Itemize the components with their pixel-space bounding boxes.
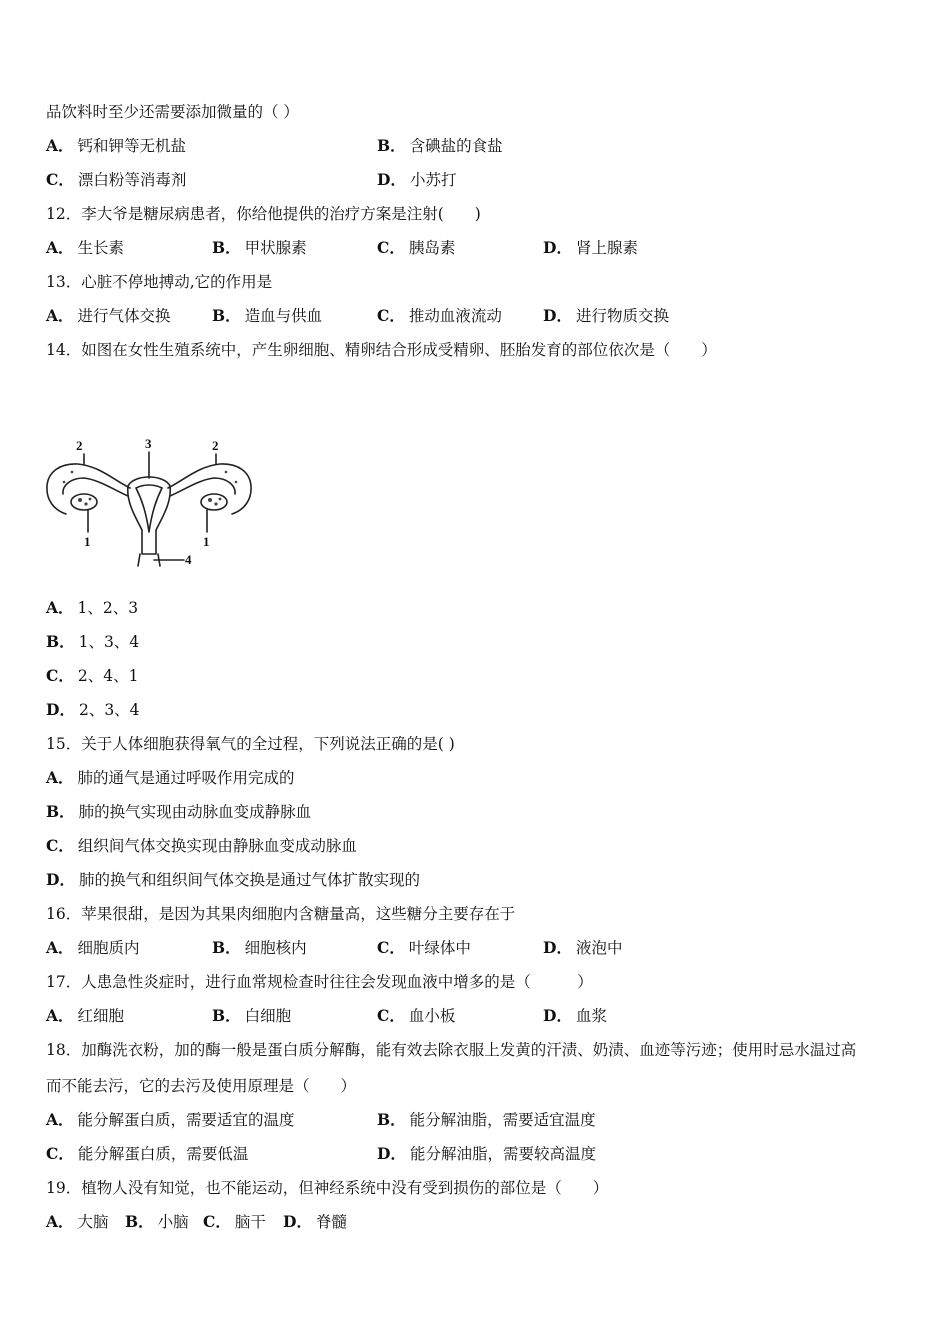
q12-stem: 12．李大爷是糖尿病患者，你给他提供的治疗方案是注射( ) [46, 205, 481, 223]
q13-option-b: B． 造血与供血 [212, 306, 323, 325]
q16-option-c: C． 叶绿体中 [377, 938, 471, 957]
q15-stem: 15．关于人体细胞获得氧气的全过程，下列说法正确的是( ) [46, 735, 455, 753]
q11-stem-tail: 品饮料时至少还需要添加微量的（ ） [46, 103, 299, 121]
q12-option-b: B． 甲状腺素 [212, 238, 307, 257]
q19-option-b: B． 小脑 [125, 1212, 189, 1231]
q15-option-b: B． 肺的换气实现由动脉血变成静脉血 [46, 802, 312, 821]
q17-option-a: A． 红细胞 [46, 1006, 125, 1025]
q18-option-b: B． 能分解油脂，需要适宜温度 [377, 1110, 596, 1129]
q13-option-a: A． 进行气体交换 [46, 306, 171, 325]
q14-option-d: D． 2、3、4 [46, 700, 140, 719]
q15-option-c: C． 组织间气体交换实现由静脉血变成动脉血 [46, 836, 357, 855]
q18-stem-line1: 18．加酶洗衣粉，加的酶一般是蛋白质分解酶，能有效去除衣服上发黄的汗渍、奶渍、血迹等污迹；使用时忌水温过高 [46, 1041, 857, 1059]
q16-option-a: A． 细胞质内 [46, 938, 140, 957]
q11-option-c: C． 漂白粉等消毒剂 [46, 170, 187, 189]
q16-option-d: D． 液泡中 [543, 938, 623, 957]
q19-option-c: C． 脑干 [203, 1212, 266, 1231]
q11-option-b: B． 含碘盐的食盐 [377, 136, 503, 155]
q15-option-d: D． 肺的换气和组织间气体交换是通过气体扩散实现的 [46, 870, 420, 889]
q19-stem: 19．植物人没有知觉，也不能运动，但神经系统中没有受到损伤的部位是（ ） [46, 1179, 609, 1197]
label-4: 4 [185, 552, 192, 567]
q14-option-c: C． 2、4、1 [46, 666, 139, 685]
label-2-right: 2 [212, 438, 219, 453]
q12-option-d: D． 肾上腺素 [543, 238, 638, 257]
q13-stem: 13．心脏不停地搏动,它的作用是 [46, 273, 273, 291]
q14-option-a: A． 1、2、3 [46, 598, 139, 617]
q11-option-a: A． 钙和钾等无机盐 [46, 136, 187, 155]
female-reproductive-system-diagram [44, 436, 254, 568]
q18-option-c: C． 能分解蛋白质，需要低温 [46, 1144, 249, 1163]
q12-option-a: A． 生长素 [46, 238, 125, 257]
q12-option-c: C． 胰岛素 [377, 238, 456, 257]
q14-stem: 14．如图在女性生殖系统中，产生卵细胞、精卵结合形成受精卵、胚胎发育的部位依次是（ ） [46, 341, 717, 359]
q11-option-d: D． 小苏打 [377, 170, 457, 189]
q18-option-d: D． 能分解油脂，需要较高温度 [377, 1144, 596, 1163]
q16-option-b: B． 细胞核内 [212, 938, 307, 957]
label-2-left: 2 [76, 438, 83, 453]
q14-option-b: B． 1、3、4 [46, 632, 140, 651]
q17-option-b: B． 白细胞 [212, 1006, 292, 1025]
q17-stem: 17．人患急性炎症时，进行血常规检查时往往会发现血液中增多的是（ ） [46, 973, 593, 991]
q18-stem-line2: 而不能去污，它的去污及使用原理是（ ） [46, 1077, 357, 1095]
q17-option-c: C． 血小板 [377, 1006, 456, 1025]
q15-option-a: A． 肺的通气是通过呼吸作用完成的 [46, 768, 295, 787]
q18-option-a: A． 能分解蛋白质，需要适宜的温度 [46, 1110, 295, 1129]
q19-option-d: D． 脊髓 [283, 1212, 347, 1231]
q13-option-c: C． 推动血液流动 [377, 306, 502, 325]
q19-option-a: A． 大脑 [46, 1212, 109, 1231]
q13-option-d: D． 进行物质交换 [543, 306, 669, 325]
label-1-right: 1 [203, 534, 210, 549]
q17-option-d: D． 血浆 [543, 1006, 607, 1025]
q16-stem: 16．苹果很甜，是因为其果肉细胞内含糖量高，这些糖分主要存在于 [46, 905, 516, 923]
label-3: 3 [145, 436, 152, 451]
label-1-left: 1 [84, 534, 91, 549]
